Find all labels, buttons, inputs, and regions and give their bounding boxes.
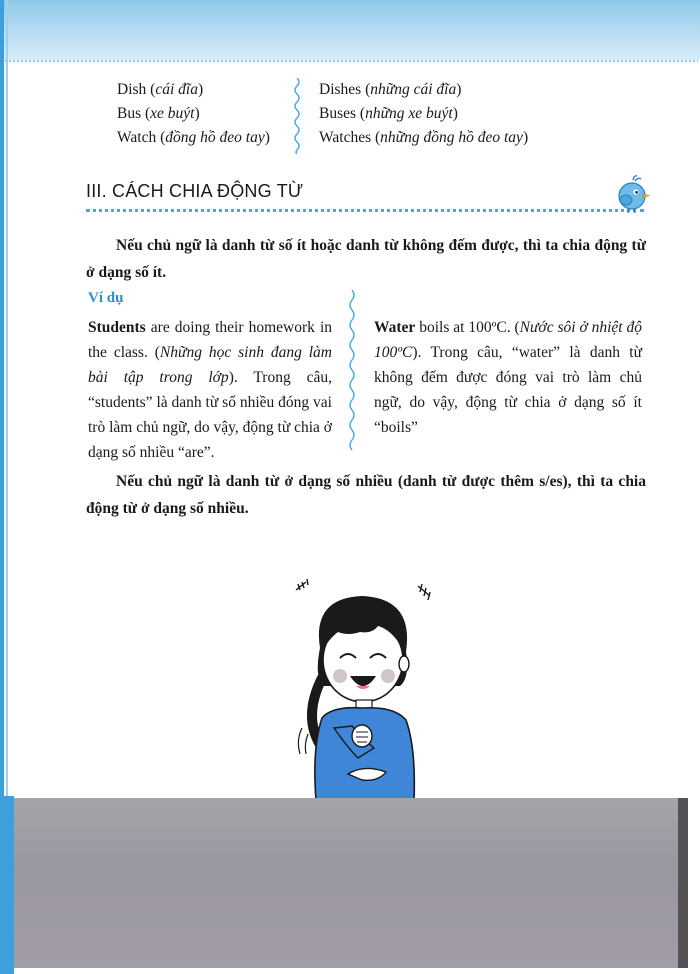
example-label: Ví dụ [88,290,124,306]
wavy-divider [342,290,362,452]
singular-row: Dish (cái đĩa) [117,81,204,98]
singular-column [117,78,287,150]
singular-row: Bus (xe buýt) [117,105,200,122]
dotted-rule [86,209,644,213]
plural-row: Buses (những xe buýt) [319,105,458,122]
bottom-left-strip [0,796,14,974]
plural-examples-table [117,78,577,154]
section-title: III. CÁCH CHIA ĐỘNG TỪ [86,181,304,201]
section-heading [86,177,646,217]
bird-icon [614,174,650,214]
example-right: Water boils at 100ºC. (Nước sôi ở nhiệt độ 100ºC). Trong câu, “water” là danh từ không đếm được đóng vai trò làm chủ ngữ, do vậy, động từ chia ở dạng số ít “boils” [374,319,642,436]
example-left: Students are doing their homework in the class. (Những học sinh đang làm bài tập trong lớp). Trong câu, “students” là danh từ số nhiều đóng vai trò làm chủ ngữ, do vậy, động từ chia ở dạng số nhiều “are”. [88,319,332,461]
cheerful-girl-illustration [282,578,442,800]
plural-column [319,78,579,150]
bottom-grey-band [14,798,688,968]
singular-row: Watch (đồng hồ đeo tay) [117,129,270,146]
top-banner [0,0,700,62]
plural-row: Dishes (những cái đĩa) [319,81,462,98]
rule-2-paragraph: Nếu chủ ngữ là danh từ ở dạng số nhiều (danh từ được thêm s/es), thì ta chia động từ ở dạng số nhiều. [86,473,646,517]
rule-1-paragraph: Nếu chủ ngữ là danh từ số ít hoặc danh từ không đếm được, thì ta chia động từ ở dạng số ít. [86,237,646,281]
wavy-divider [287,78,307,154]
plural-row: Watches (những đồng hồ đeo tay) [319,129,529,146]
